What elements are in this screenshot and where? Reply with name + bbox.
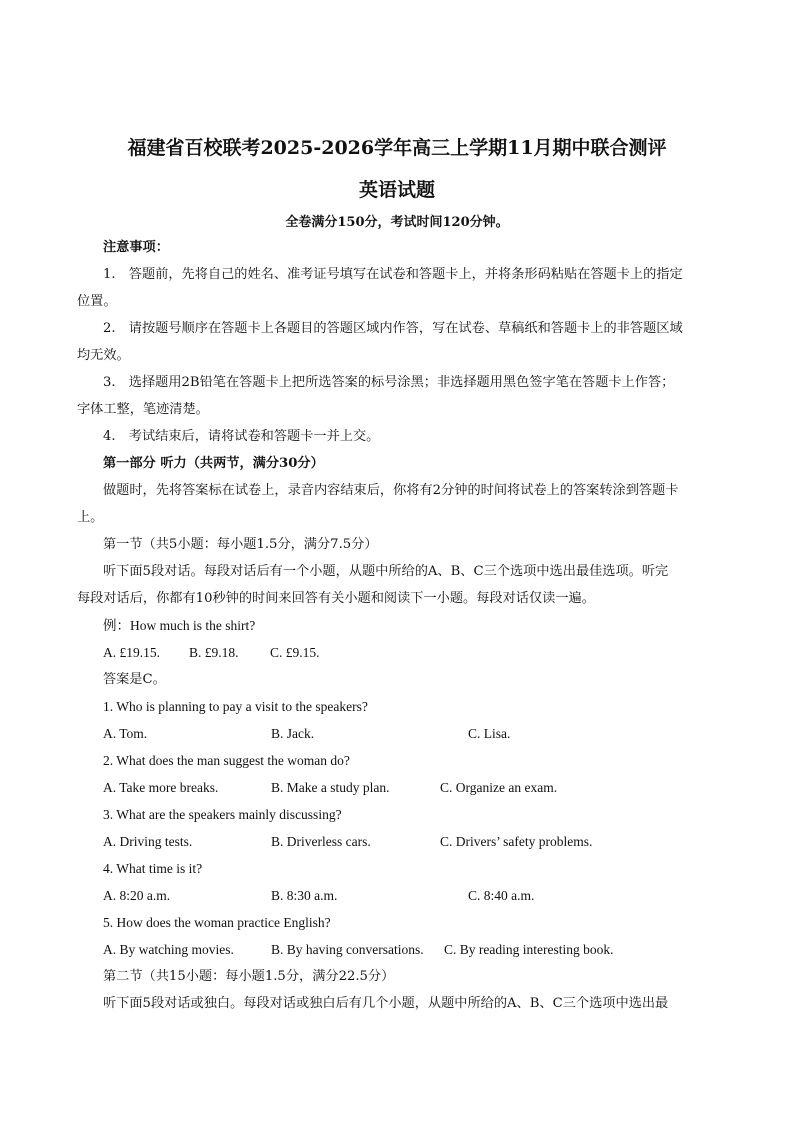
example-question: 例：How much is the shirt?: [103, 618, 256, 633]
exam-meta: 全卷满分150分，考试时间120分钟。: [285, 215, 509, 230]
question-2: 2. What does the man suggest the woman do?: [103, 753, 350, 768]
section2-instruction: 听下面5段对话或独白。每段对话或独白后有几个小题，从题中所给的A、B、C三个选项中选出最: [103, 996, 669, 1011]
option-c: C. Drivers’ safety problems.: [440, 834, 593, 849]
notice-item-3-cont: 字体工整，笔迹清楚。: [77, 402, 209, 417]
subject-title: 英语试题: [358, 179, 435, 201]
question-2-options: [103, 779, 743, 797]
section1-heading: 第一节（共5小题：每小题1.5分，满分7.5分）: [103, 537, 378, 552]
notice-item-1: 1. 答题前，先将自己的姓名、准考证号填写在试卷和答题卡上，并将条形码粘贴在答题卡上的指定: [103, 267, 683, 282]
option-c: C. Lisa.: [468, 726, 511, 741]
option-c: C. £9.15.: [270, 645, 320, 660]
question-4-options: [103, 887, 743, 905]
question-5: 5. How does the woman practice English?: [103, 915, 331, 930]
option-b: B. Driverless cars.: [271, 834, 371, 849]
option-a: A. Driving tests.: [103, 834, 193, 849]
section1-instruction-cont: 每段对话后，你都有10秒钟的时间来回答有关小题和阅读下一小题。每段对话仅读一遍。: [77, 591, 595, 606]
example-answer: 答案是C。: [103, 672, 166, 687]
option-c: C. 8:40 a.m.: [468, 888, 535, 903]
option-c: C. Organize an exam.: [440, 780, 558, 795]
option-c: C. By reading interesting book.: [444, 942, 614, 957]
section2-heading: 第二节（共15小题：每小题1.5分，满分22.5分）: [103, 969, 395, 984]
option-b: B. £9.18.: [189, 645, 239, 660]
question-5-options: [103, 941, 743, 959]
notice-item-3: 3. 选择题用2B铅笔在答题卡上把所选答案的标号涂黑；非选择题用黑色签字笔在答题卡上作答；: [103, 375, 675, 390]
option-a: A. £19.15.: [103, 645, 160, 660]
notice-item-4: 4. 考试结束后，请将试卷和答题卡一并上交。: [103, 429, 380, 444]
question-3: 3. What are the speakers mainly discussing?: [103, 807, 342, 822]
part1-heading: 第一部分 听力（共两节，满分30分）: [103, 456, 324, 471]
notice-item-1-cont: 位置。: [77, 294, 117, 309]
part1-instruction-cont: 上。: [77, 510, 104, 525]
example-options: [103, 644, 743, 662]
option-a: A. By watching movies.: [103, 942, 234, 957]
option-a: A. 8:20 a.m.: [103, 888, 171, 903]
option-b: B. Make a study plan.: [271, 780, 390, 795]
section1-instruction: 听下面5段对话。每段对话后有一个小题，从题中所给的A、B、C三个选项中选出最佳选项。听完: [103, 564, 669, 579]
option-a: A. Take more breaks.: [103, 780, 219, 795]
option-b: B. By having conversations.: [271, 942, 424, 957]
option-b: B. 8:30 a.m.: [271, 888, 338, 903]
option-a: A. Tom.: [103, 726, 148, 741]
notice-heading: 注意事项：: [103, 240, 169, 255]
question-4: 4. What time is it?: [103, 861, 203, 876]
option-b: B. Jack.: [271, 726, 315, 741]
question-1: 1. Who is planning to pay a visit to the speakers?: [103, 699, 368, 714]
notice-item-2: 2. 请按题号顺序在答题卡上各题目的答题区域内作答，写在试卷、草稿纸和答题卡上的非答题区域: [103, 321, 683, 336]
question-3-options: [103, 833, 743, 851]
question-1-options: [103, 725, 743, 743]
exam-title: 福建省百校联考2025-2026学年高三上学期11月期中联合测评: [127, 137, 667, 159]
notice-item-2-cont: 均无效。: [77, 348, 130, 363]
part1-instruction: 做题时，先将答案标在试卷上，录音内容结束后，你将有2分钟的时间将试卷上的答案转涂到答题卡: [103, 483, 679, 498]
